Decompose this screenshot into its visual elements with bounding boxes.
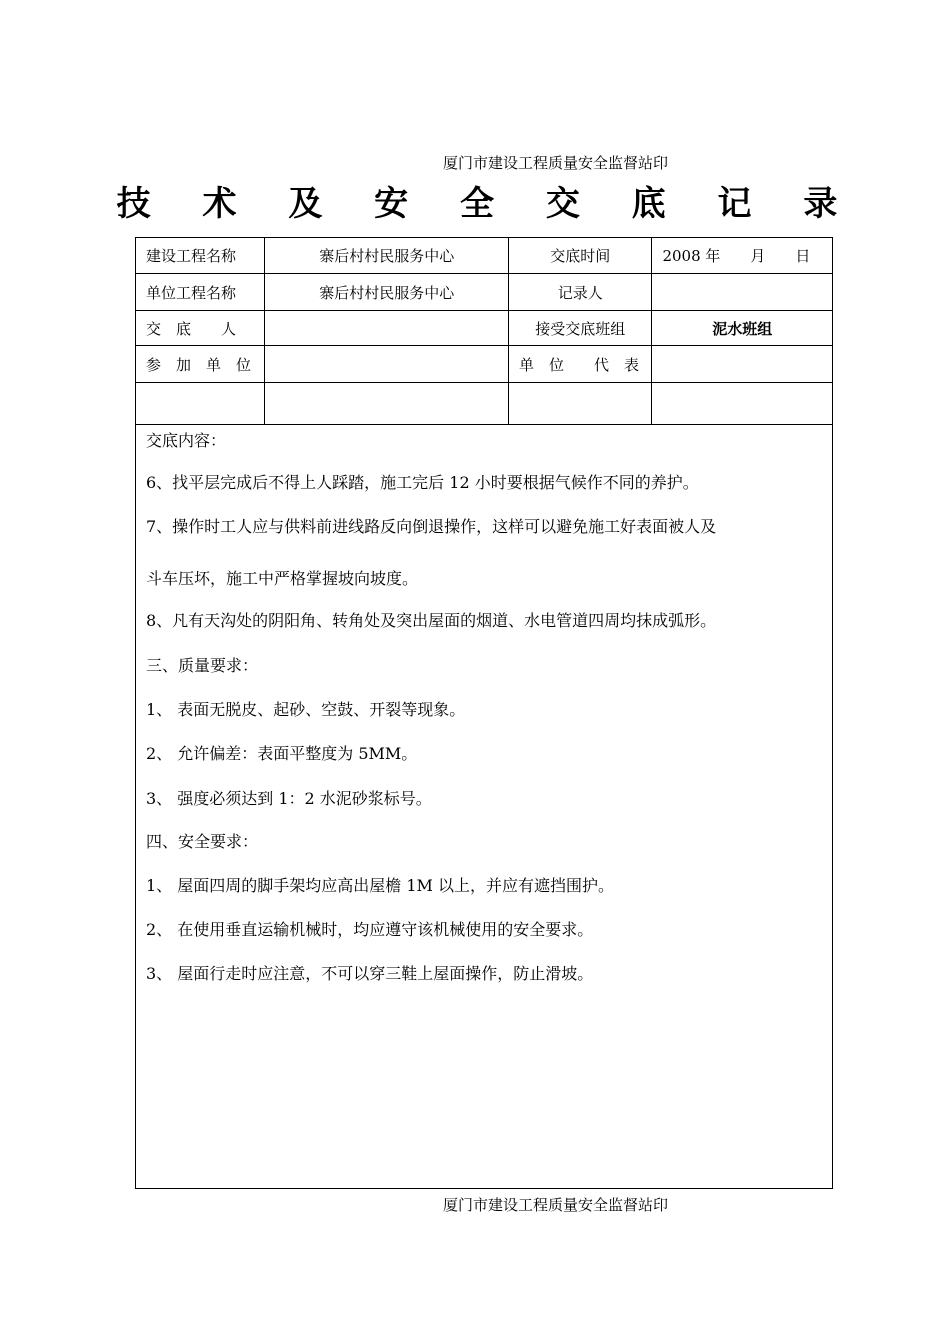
empty-cell xyxy=(652,383,833,425)
content-line: 三、质量要求： xyxy=(146,656,259,675)
participating-unit-value xyxy=(265,346,509,383)
briefing-time-label: 交底时间 xyxy=(509,238,652,274)
table-row xyxy=(136,238,833,274)
content-line: 1、 屋面四周的脚手架均应高出屋檐 1M 以上，并应有遮挡围护。 xyxy=(146,876,615,895)
briefer-value xyxy=(265,311,509,346)
receiving-team-value: 泥水班组 xyxy=(652,311,833,346)
recorder-label: 记录人 xyxy=(509,274,652,311)
footer-stamp-note: 厦门市建设工程质量安全监督站印 xyxy=(443,1196,669,1214)
table-row xyxy=(136,383,833,425)
project-name-value: 寨后村村民服务中心 xyxy=(265,238,509,274)
unit-representative-label: 单 位 代 表 xyxy=(509,346,652,383)
empty-cell xyxy=(136,383,265,425)
content-line: 四、安全要求： xyxy=(146,832,259,851)
unit-project-name-value: 寨后村村民服务中心 xyxy=(265,274,509,311)
recorder-value xyxy=(652,274,833,311)
content-line: 3、 屋面行走时应注意，不可以穿三鞋上屋面操作，防止滑坡。 xyxy=(146,964,594,983)
content-line: 1、 表面无脱皮、起砂、空鼓、开裂等现象。 xyxy=(146,700,466,719)
empty-cell xyxy=(509,383,652,425)
table-row xyxy=(136,346,833,383)
content-line: 8、凡有天沟处的阴阳角、转角处及突出屋面的烟道、水电管道四周均抹成弧形。 xyxy=(146,611,717,630)
table-row xyxy=(136,274,833,311)
receiving-team-label: 接受交底班组 xyxy=(509,311,652,346)
briefing-content-box xyxy=(135,424,833,1189)
content-line: 3、 强度必须达到 1：2 水泥砂浆标号。 xyxy=(146,789,432,808)
page-title: 技 术 及 安 全 交 底 记 录 xyxy=(116,184,858,224)
content-line: 2、 在使用垂直运输机械时，均应遵守该机械使用的安全要求。 xyxy=(146,920,594,939)
header-stamp-note: 厦门市建设工程质量安全监督站印 xyxy=(443,154,669,172)
info-table xyxy=(135,237,833,425)
empty-cell xyxy=(265,383,509,425)
content-line: 斗车压坏，施工中严格掌握坡向坡度。 xyxy=(146,569,419,588)
table-row xyxy=(136,311,833,346)
content-line: 6、找平层完成后不得上人踩踏，施工完后 12 小时要根据气候作不同的养护。 xyxy=(146,473,699,492)
briefing-time-value: 2008 年 月 日 xyxy=(652,238,833,274)
unit-project-name-label: 单位工程名称 xyxy=(136,274,265,311)
content-line: 7、操作时工人应与供料前进线路反向倒退操作，这样可以避免施工好表面被人及 xyxy=(146,517,717,536)
briefer-label: 交 底 人 xyxy=(136,311,265,346)
participating-unit-label: 参 加 单 位 xyxy=(136,346,265,383)
content-line: 2、 允许偏差：表面平整度为 5MM。 xyxy=(146,744,418,763)
content-heading: 交底内容： xyxy=(146,431,227,450)
project-name-label: 建设工程名称 xyxy=(136,238,265,274)
unit-representative-value xyxy=(652,346,833,383)
